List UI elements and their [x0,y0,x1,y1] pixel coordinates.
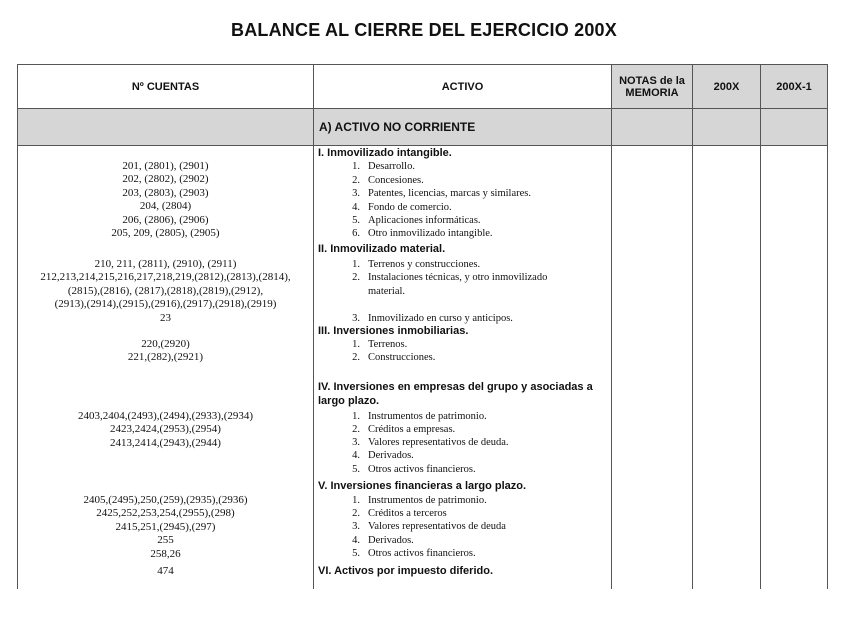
cuenta-row: 2405,(2495),250,(259),(2935),(2936) [83,494,248,506]
list-item [318,410,608,423]
cuenta-row: 204, (2804) [139,200,192,213]
item-number: 4. [352,535,360,546]
item-text: material. [368,286,406,297]
list-item [318,312,608,325]
item-text: Derivados. [368,535,414,546]
list-item [318,338,608,351]
item-text: Otros activos financieros. [368,548,476,559]
section-activo-no-corriente: A) ACTIVO NO CORRIENTE [319,120,476,134]
item-number: 3. [352,188,360,199]
item-text: Terrenos y construcciones. [368,259,481,270]
cuenta-row: 2415,251,(2945),(297) [115,520,216,533]
cuenta-row: 205, 209, (2805), (2905) [111,226,220,239]
item-number: 2. [352,508,360,519]
list-item [318,507,608,520]
cuenta-row: 201, (2801), (2901) [122,160,209,172]
list-item [318,494,608,507]
list-item [318,201,608,214]
item-text: Aplicaciones informáticas. [368,215,481,226]
cuenta-row: 221,(282),(2921) [127,351,204,364]
col-divider [692,64,693,589]
group-heading: II. Inmovilizado material. [318,243,446,255]
item-text: Inmovilizado en curso y anticipos. [368,313,513,324]
list-item [318,449,608,462]
cuenta-row: 255 [157,534,174,547]
item-number: 6. [352,228,360,239]
group-heading: VI. Activos por impuesto diferido. [318,565,494,577]
item-number: 1. [352,495,360,506]
cuenta-row: 2425,252,253,254,(2955),(298) [96,507,235,520]
item-number: 5. [352,548,360,559]
item-text: Concesiones. [368,175,424,186]
item-text: Instrumentos de patrimonio. [368,411,487,422]
item-number: 1. [352,259,360,270]
list-item [318,436,608,449]
item-number: 5. [352,215,360,226]
list-item [318,520,608,533]
cuenta-row: 474 [157,565,174,577]
item-number: 3. [352,313,360,324]
item-number: 3. [352,437,360,448]
header-cuentas: Nº CUENTAS [131,80,200,93]
item-number: 2. [352,272,360,283]
cuenta-row: (2913),(2914),(2915),(2916),(2917),(2918),(2919) [54,298,277,311]
item-number: 2. [352,175,360,186]
item-number: 2. [352,424,360,435]
item-text: Créditos a terceros [368,508,447,519]
cuentas-column [18,338,313,365]
list-item [318,423,608,436]
item-number: 1. [352,161,360,172]
cuenta-row: 203, (2803), (2903) [122,186,209,199]
item-text: Fondo de comercio. [368,202,452,213]
item-text: Terrenos. [368,339,408,350]
item-text: Créditos a empresas. [368,424,456,435]
col-divider [760,64,761,589]
cuentas-column [18,258,313,325]
cuenta-row: 2423,2424,(2953),(2954) [110,423,221,436]
item-text: Patentes, licencias, marcas y similares. [368,188,531,199]
cuenta-row: (2815),(2816), (2817),(2818),(2819),(2912), [67,284,264,297]
header-activo: ACTIVO [441,80,484,93]
list-item [318,174,608,187]
list-item [318,463,608,476]
list-item [318,258,608,271]
cuentas-column [18,494,313,561]
item-number: 4. [352,450,360,461]
cuenta-row: 2403,2404,(2493),(2494),(2933),(2934) [77,410,254,422]
item-number: 4. [352,202,360,213]
cuentas-column [18,410,313,450]
activo-column [318,0,610,619]
item-text: Otro inmovilizado intangible. [368,228,493,239]
group-heading: V. Inversiones financieras a largo plazo. [318,480,527,492]
header-year-previous: 200X-1 [776,80,812,93]
list-item [318,187,608,200]
list-item [318,547,608,560]
cuentas-column [18,565,313,578]
cuenta-row: 212,213,214,215,216,217,218,219,(2812),(2813),(2814), [40,271,291,284]
item-number: 3. [352,521,360,532]
list-item [318,160,608,173]
item-text: Derivados. [368,450,414,461]
cuenta-row: 220,(2920) [141,338,190,350]
item-text: Instalaciones técnicas, y otro inmovilizado [368,272,548,283]
item-text: Desarrollo. [368,161,415,172]
cuentas-column [18,160,313,240]
group-heading: IV. Inversiones en empresas del grupo y asociadas a [318,381,593,393]
col-divider [611,64,612,589]
list-item [318,285,608,298]
item-text: Construcciones. [368,352,436,363]
page-title: BALANCE AL CIERRE DEL EJERCICIO 200X [231,20,617,40]
list-item [318,227,608,240]
cuenta-row: 202, (2802), (2902) [122,173,209,186]
item-text: Valores representativos de deuda [368,521,506,532]
group-heading: III. Inversiones inmobiliarias. [318,325,469,337]
item-text: Instrumentos de patrimonio. [368,495,487,506]
item-number: 5. [352,464,360,475]
cuenta-row: 258,26 [150,547,181,560]
group-heading: largo plazo. [318,395,380,407]
col-divider [313,64,314,589]
group-heading: I. Inmovilizado intangible. [318,147,452,159]
cuenta-row: 206, (2806), (2906) [122,213,209,226]
list-item [318,271,608,284]
item-text: Otros activos financieros. [368,464,476,475]
item-number: 1. [352,411,360,422]
item-number: 1. [352,339,360,350]
list-item [318,214,608,227]
cuenta-row: 2413,2414,(2943),(2944) [110,436,221,449]
item-number: 2. [352,352,360,363]
item-text: Valores representativos de deuda. [368,437,509,448]
header-notas: NOTAS de la MEMORIA [619,74,685,99]
header-year-current: 200X [713,80,740,93]
list-item [318,534,608,547]
list-item [318,351,608,364]
cuenta-row: 210, 211, (2811), (2910), (2911) [94,258,237,270]
cuenta-row: 23 [160,311,171,324]
item-number [318,285,368,298]
